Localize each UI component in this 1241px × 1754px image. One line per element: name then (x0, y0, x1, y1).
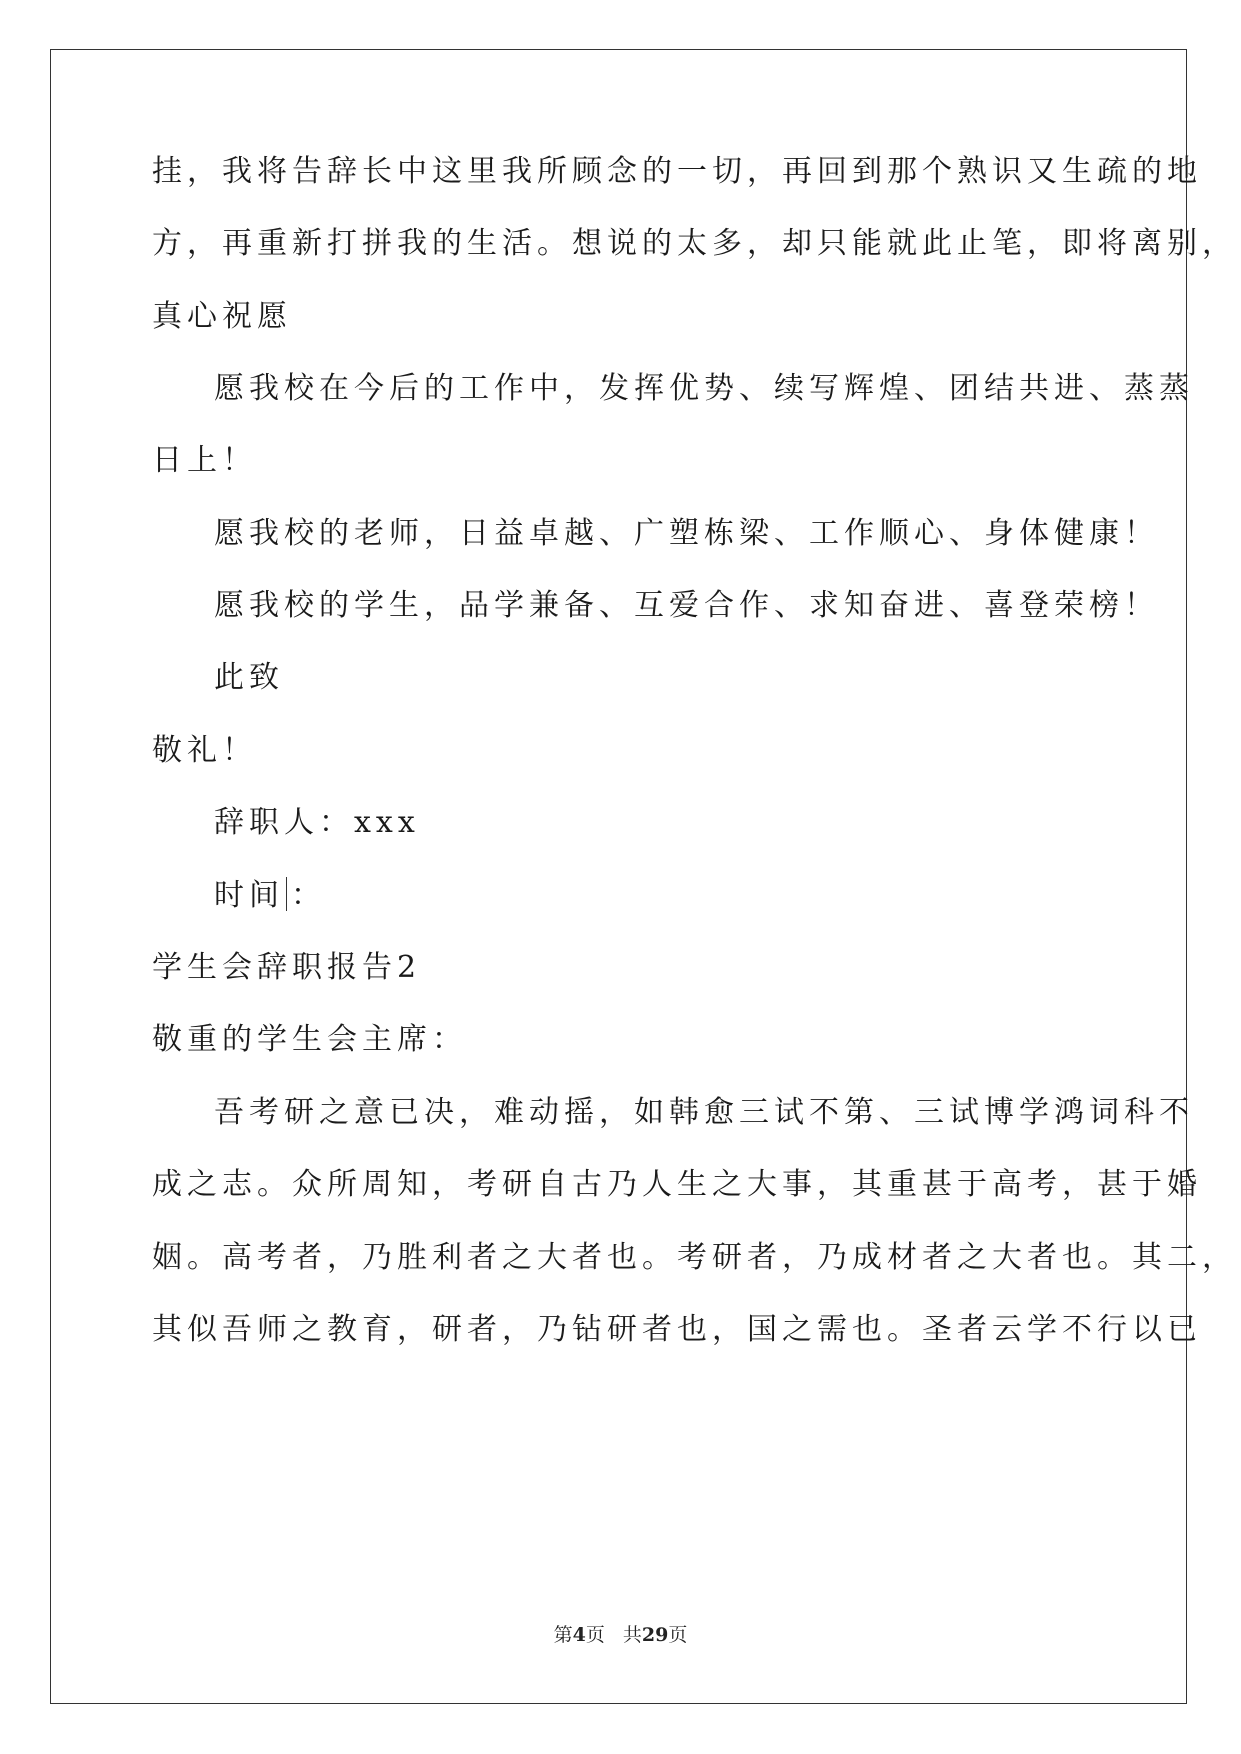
footer-page-number: 4 (572, 1624, 586, 1646)
text-line-8: 此致 (214, 660, 284, 695)
date-colon: ： (291, 878, 326, 913)
footer-total-prefix: 共 (622, 1624, 642, 1646)
text-line-17: 其似吾师之教育，研者，乃钻研者也，国之需也。圣者云学不行以已 (152, 1312, 1202, 1347)
text-line-15: 成之志。众所周知，考研自古乃人生之大事，其重甚于高考，甚于婚 (152, 1167, 1202, 1202)
text-line-16: 姻。高考者，乃胜利者之大者也。考研者，乃成材者之大者也。其二， (152, 1240, 1237, 1275)
text-line-5: 日上！ (152, 443, 257, 478)
footer-total-pages: 29 (641, 1624, 669, 1646)
text-line-1: 挂，我将告辞长中这里我所顾念的一切，再回到那个熟识又生疏的地 (152, 154, 1202, 189)
page-footer (0, 1623, 1241, 1647)
text-line-4: 愿我校在今后的工作中，发挥优势、续写辉煌、团结共进、蒸蒸 (214, 371, 1194, 406)
text-line-14: 吾考研之意已决，难动摇，如韩愈三试不第、三试博学鸿词科不 (214, 1095, 1194, 1130)
text-line-6: 愿我校的老师，日益卓越、广塑栋梁、工作顺心、身体健康！ (214, 516, 1159, 551)
date-line (214, 876, 326, 916)
section-title: 学生会辞职报告2 (152, 950, 422, 985)
date-label: 时间 (214, 878, 284, 913)
footer-total-suffix: 页 (668, 1624, 688, 1646)
text-line-3: 真心祝愿 (152, 299, 292, 334)
text-line-2: 方，再重新打拼我的生活。想说的太多，却只能就此止笔，即将离别， (152, 226, 1237, 261)
text-cursor (286, 877, 287, 911)
text-line-9: 敬礼！ (152, 733, 257, 768)
signature-line: 辞职人：xxx (214, 805, 420, 840)
footer-page-suffix: 页 (585, 1624, 605, 1646)
text-line-7: 愿我校的学生，品学兼备、互爱合作、求知奋进、喜登荣榜！ (214, 588, 1159, 623)
footer-prefix: 第 (553, 1624, 573, 1646)
salutation-line: 敬重的学生会主席： (152, 1022, 467, 1057)
